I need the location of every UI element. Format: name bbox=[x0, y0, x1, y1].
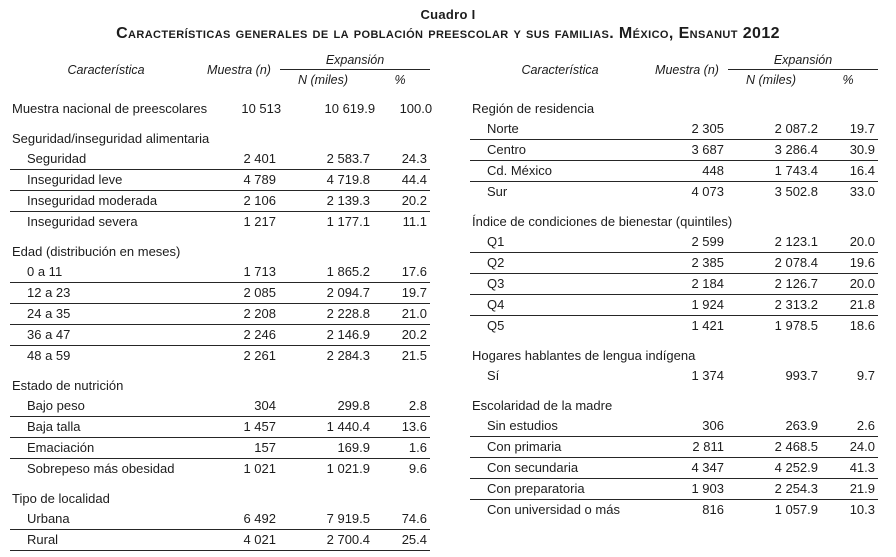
left-table-column bbox=[10, 53, 433, 551]
cell-n-miles: 2 139.3 bbox=[326, 193, 370, 208]
row-label: Sí bbox=[487, 368, 500, 383]
table-row bbox=[470, 366, 878, 386]
cell-n-miles: 263.9 bbox=[785, 418, 818, 433]
section-header: Tipo de localidad bbox=[12, 491, 110, 506]
cell-muestra: 816 bbox=[702, 502, 724, 517]
cell-muestra: 2 208 bbox=[243, 306, 276, 321]
cell-muestra: 448 bbox=[702, 163, 724, 178]
cell-n-miles: 1 440.4 bbox=[326, 419, 370, 434]
table-row bbox=[10, 190, 430, 211]
cell-percent: 19.7 bbox=[849, 121, 875, 136]
row-label: Inseguridad moderada bbox=[27, 193, 158, 208]
table-row bbox=[470, 315, 878, 336]
cell-percent: 20.2 bbox=[401, 193, 427, 208]
table-row bbox=[10, 282, 430, 303]
table-header bbox=[10, 53, 430, 87]
column-header-percent: % bbox=[394, 73, 406, 87]
column-header-n-miles: N (miles) bbox=[746, 73, 796, 87]
cell-n-miles: 299.8 bbox=[337, 398, 370, 413]
cell-percent: 24.3 bbox=[401, 151, 427, 166]
table-row bbox=[10, 169, 430, 190]
table-row bbox=[10, 437, 430, 458]
table-body bbox=[10, 99, 433, 551]
table-row bbox=[10, 262, 430, 282]
cell-muestra: 2 106 bbox=[243, 193, 276, 208]
cell-muestra: 2 599 bbox=[691, 234, 724, 249]
row-label: Con primaria bbox=[487, 439, 562, 454]
cell-n-miles: 1 865.2 bbox=[326, 264, 370, 279]
cell-percent: 41.3 bbox=[849, 460, 875, 475]
cell-percent: 16.4 bbox=[849, 163, 875, 178]
section-header: Estado de nutrición bbox=[12, 378, 124, 393]
table-section bbox=[10, 376, 430, 479]
row-label: Urbana bbox=[27, 511, 70, 526]
row-label: 12 a 23 bbox=[27, 285, 71, 300]
table-row bbox=[470, 160, 878, 181]
cell-muestra: 4 789 bbox=[243, 172, 276, 187]
row-label: Inseguridad leve bbox=[27, 172, 123, 187]
column-header-percent: % bbox=[842, 73, 854, 87]
table-section bbox=[470, 346, 878, 386]
cell-muestra: 304 bbox=[254, 398, 276, 413]
row-label: Muestra nacional de preescolares bbox=[12, 101, 208, 116]
cell-n-miles: 2 146.9 bbox=[326, 327, 370, 342]
section-header: Índice de condiciones de bienestar (quintiles) bbox=[472, 214, 733, 229]
cell-muestra: 2 811 bbox=[692, 439, 724, 454]
row-label: Emaciación bbox=[27, 440, 95, 455]
cell-percent: 21.8 bbox=[849, 297, 875, 312]
table-row bbox=[10, 396, 430, 416]
table-row bbox=[470, 416, 878, 436]
table-row bbox=[10, 303, 430, 324]
cell-n-miles: 2 700.4 bbox=[326, 532, 370, 547]
cell-muestra: 1 021 bbox=[243, 461, 276, 476]
row-label: Cd. México bbox=[487, 163, 553, 178]
cell-muestra: 1 903 bbox=[691, 481, 724, 496]
cell-percent: 11.1 bbox=[402, 214, 427, 229]
section-header: Región de residencia bbox=[472, 101, 595, 116]
cell-muestra: 2 305 bbox=[691, 121, 724, 136]
cell-percent: 30.9 bbox=[849, 142, 875, 157]
tables-container bbox=[0, 53, 896, 551]
cell-muestra: 6 492 bbox=[243, 511, 276, 526]
cell-percent: 17.6 bbox=[401, 264, 427, 279]
cell-percent: 19.6 bbox=[849, 255, 875, 270]
cell-percent: 9.6 bbox=[408, 461, 427, 476]
table-section bbox=[470, 396, 878, 520]
cell-n-miles: 2 313.2 bbox=[774, 297, 818, 312]
section-header: Seguridad/inseguridad alimentaria bbox=[12, 131, 210, 146]
cell-n-miles: 4 719.8 bbox=[326, 172, 370, 187]
cell-n-miles: 1 743.4 bbox=[774, 163, 818, 178]
cell-n-miles: 2 228.8 bbox=[326, 306, 370, 321]
table-row bbox=[10, 324, 430, 345]
row-label: 48 a 59 bbox=[27, 348, 71, 363]
cell-muestra: 1 374 bbox=[691, 368, 724, 383]
cell-muestra: 306 bbox=[702, 418, 724, 433]
column-header-caracteristica: Característica bbox=[521, 63, 599, 77]
row-label: Baja talla bbox=[27, 419, 81, 434]
row-label: Q1 bbox=[487, 234, 505, 249]
cell-n-miles: 10 619.9 bbox=[324, 101, 376, 116]
cell-muestra: 1 924 bbox=[691, 297, 724, 312]
cell-n-miles: 2 123.1 bbox=[774, 234, 818, 249]
table-row bbox=[470, 273, 878, 294]
row-label: 36 a 47 bbox=[27, 327, 71, 342]
row-label: Sobrepeso más obesidad bbox=[27, 461, 175, 476]
table-row bbox=[470, 294, 878, 315]
column-header-expansion: Expansión bbox=[280, 53, 430, 70]
right-table-column bbox=[470, 53, 878, 520]
cell-n-miles: 3 502.8 bbox=[774, 184, 818, 199]
row-label: 0 a 11 bbox=[27, 264, 63, 279]
cell-percent: 21.5 bbox=[401, 348, 427, 363]
cell-n-miles: 2 468.5 bbox=[774, 439, 818, 454]
column-header-n-miles: N (miles) bbox=[298, 73, 348, 87]
cell-percent: 19.7 bbox=[401, 285, 427, 300]
cell-percent: 20.0 bbox=[849, 276, 875, 291]
table-section bbox=[470, 99, 878, 202]
cell-percent: 100.0 bbox=[399, 101, 433, 116]
table-title-block bbox=[0, 0, 896, 43]
cell-percent: 33.0 bbox=[849, 184, 875, 199]
cell-muestra: 2 401 bbox=[243, 151, 276, 166]
cell-n-miles: 1 177.1 bbox=[326, 214, 370, 229]
table-body bbox=[470, 99, 878, 520]
table-section bbox=[470, 212, 878, 336]
cell-percent: 21.9 bbox=[849, 481, 875, 496]
column-header-caracteristica: Característica bbox=[67, 63, 145, 77]
table-row bbox=[10, 211, 430, 232]
table-title: Características generales de la población preescolar y sus familias. México, Ensanut 2012 bbox=[116, 25, 780, 42]
table-row bbox=[470, 119, 878, 139]
cell-muestra: 4 021 bbox=[243, 532, 276, 547]
column-header-muestra-n: Muestra (n) bbox=[207, 63, 271, 77]
cell-percent: 20.0 bbox=[849, 234, 875, 249]
table-row bbox=[10, 529, 430, 551]
cell-n-miles: 1 021.9 bbox=[326, 461, 370, 476]
column-header-expansion: Expansión bbox=[728, 53, 878, 70]
statistics-table bbox=[10, 53, 433, 551]
row-label: Centro bbox=[487, 142, 527, 157]
section-header: Edad (distribución en meses) bbox=[12, 244, 181, 259]
row-label: Q3 bbox=[487, 276, 505, 291]
table-section bbox=[10, 99, 433, 119]
cell-percent: 74.6 bbox=[401, 511, 427, 526]
column-header-muestra-n: Muestra (n) bbox=[655, 63, 719, 77]
cell-muestra: 2 385 bbox=[691, 255, 724, 270]
row-label: Sur bbox=[487, 184, 508, 199]
table-row bbox=[470, 181, 878, 202]
cell-n-miles: 3 286.4 bbox=[774, 142, 818, 157]
row-label: Q2 bbox=[487, 255, 505, 270]
table-row bbox=[10, 149, 430, 169]
cell-n-miles: 169.9 bbox=[337, 440, 370, 455]
row-label: Inseguridad severa bbox=[27, 214, 138, 229]
table-row bbox=[470, 139, 878, 160]
cell-n-miles: 2 583.7 bbox=[326, 151, 370, 166]
cell-n-miles: 2 254.3 bbox=[774, 481, 818, 496]
row-label: Q4 bbox=[487, 297, 505, 312]
row-label: Con universidad o más bbox=[487, 502, 620, 517]
row-label: Bajo peso bbox=[27, 398, 85, 413]
cell-n-miles: 2 078.4 bbox=[774, 255, 818, 270]
table-row bbox=[470, 457, 878, 478]
table-section bbox=[10, 129, 430, 232]
cell-n-miles: 993.7 bbox=[785, 368, 818, 383]
cell-muestra: 2 261 bbox=[243, 348, 276, 363]
table-row bbox=[10, 99, 433, 119]
cell-muestra: 2 085 bbox=[243, 285, 276, 300]
table-row bbox=[470, 478, 878, 499]
section-header: Escolaridad de la madre bbox=[472, 398, 613, 413]
cell-muestra: 2 184 bbox=[691, 276, 724, 291]
table-section bbox=[10, 242, 430, 366]
cell-n-miles: 2 126.7 bbox=[774, 276, 818, 291]
cell-muestra: 4 347 bbox=[691, 460, 724, 475]
cell-muestra: 157 bbox=[254, 440, 276, 455]
cell-n-miles: 1 057.9 bbox=[774, 502, 818, 517]
table-row bbox=[10, 345, 430, 366]
cell-percent: 24.0 bbox=[849, 439, 875, 454]
cell-percent: 10.3 bbox=[849, 502, 875, 517]
table-row bbox=[10, 416, 430, 437]
cell-percent: 18.6 bbox=[849, 318, 875, 333]
row-label: Rural bbox=[27, 532, 59, 547]
cell-muestra: 10 513 bbox=[241, 101, 282, 116]
cell-muestra: 1 217 bbox=[243, 214, 276, 229]
cell-muestra: 4 073 bbox=[691, 184, 724, 199]
table-header bbox=[470, 53, 878, 87]
row-label: Q5 bbox=[487, 318, 505, 333]
cell-n-miles: 2 284.3 bbox=[326, 348, 370, 363]
row-label: Con secundaria bbox=[487, 460, 579, 475]
cell-percent: 20.2 bbox=[401, 327, 427, 342]
table-row bbox=[470, 499, 878, 520]
row-label: 24 a 35 bbox=[27, 306, 71, 321]
cell-n-miles: 4 252.9 bbox=[774, 460, 818, 475]
table-number: Cuadro I bbox=[420, 7, 476, 22]
row-label: Con preparatoria bbox=[487, 481, 585, 496]
row-label: Sin estudios bbox=[487, 418, 558, 433]
row-label: Seguridad bbox=[27, 151, 87, 166]
cell-percent: 1.6 bbox=[408, 440, 427, 455]
table-row bbox=[470, 436, 878, 457]
table-row bbox=[470, 232, 878, 252]
row-label: Norte bbox=[487, 121, 519, 136]
cell-percent: 25.4 bbox=[401, 532, 427, 547]
table-row bbox=[470, 252, 878, 273]
cell-muestra: 2 246 bbox=[243, 327, 276, 342]
cell-percent: 21.0 bbox=[401, 306, 427, 321]
cell-n-miles: 7 919.5 bbox=[326, 511, 370, 526]
cell-percent: 2.8 bbox=[408, 398, 427, 413]
cell-percent: 44.4 bbox=[401, 172, 427, 187]
cell-percent: 9.7 bbox=[856, 368, 875, 383]
cell-n-miles: 1 978.5 bbox=[774, 318, 818, 333]
table-row bbox=[10, 458, 430, 479]
section-header: Hogares hablantes de lengua indígena bbox=[472, 348, 696, 363]
table-row bbox=[10, 509, 430, 529]
cell-muestra: 1 421 bbox=[691, 318, 724, 333]
table-section bbox=[10, 489, 430, 551]
statistics-table bbox=[470, 53, 878, 520]
cell-muestra: 1 713 bbox=[243, 264, 276, 279]
cell-muestra: 1 457 bbox=[243, 419, 276, 434]
cell-n-miles: 2 094.7 bbox=[326, 285, 370, 300]
cell-muestra: 3 687 bbox=[691, 142, 724, 157]
cell-percent: 2.6 bbox=[856, 418, 875, 433]
cell-n-miles: 2 087.2 bbox=[774, 121, 818, 136]
cell-percent: 13.6 bbox=[401, 419, 427, 434]
